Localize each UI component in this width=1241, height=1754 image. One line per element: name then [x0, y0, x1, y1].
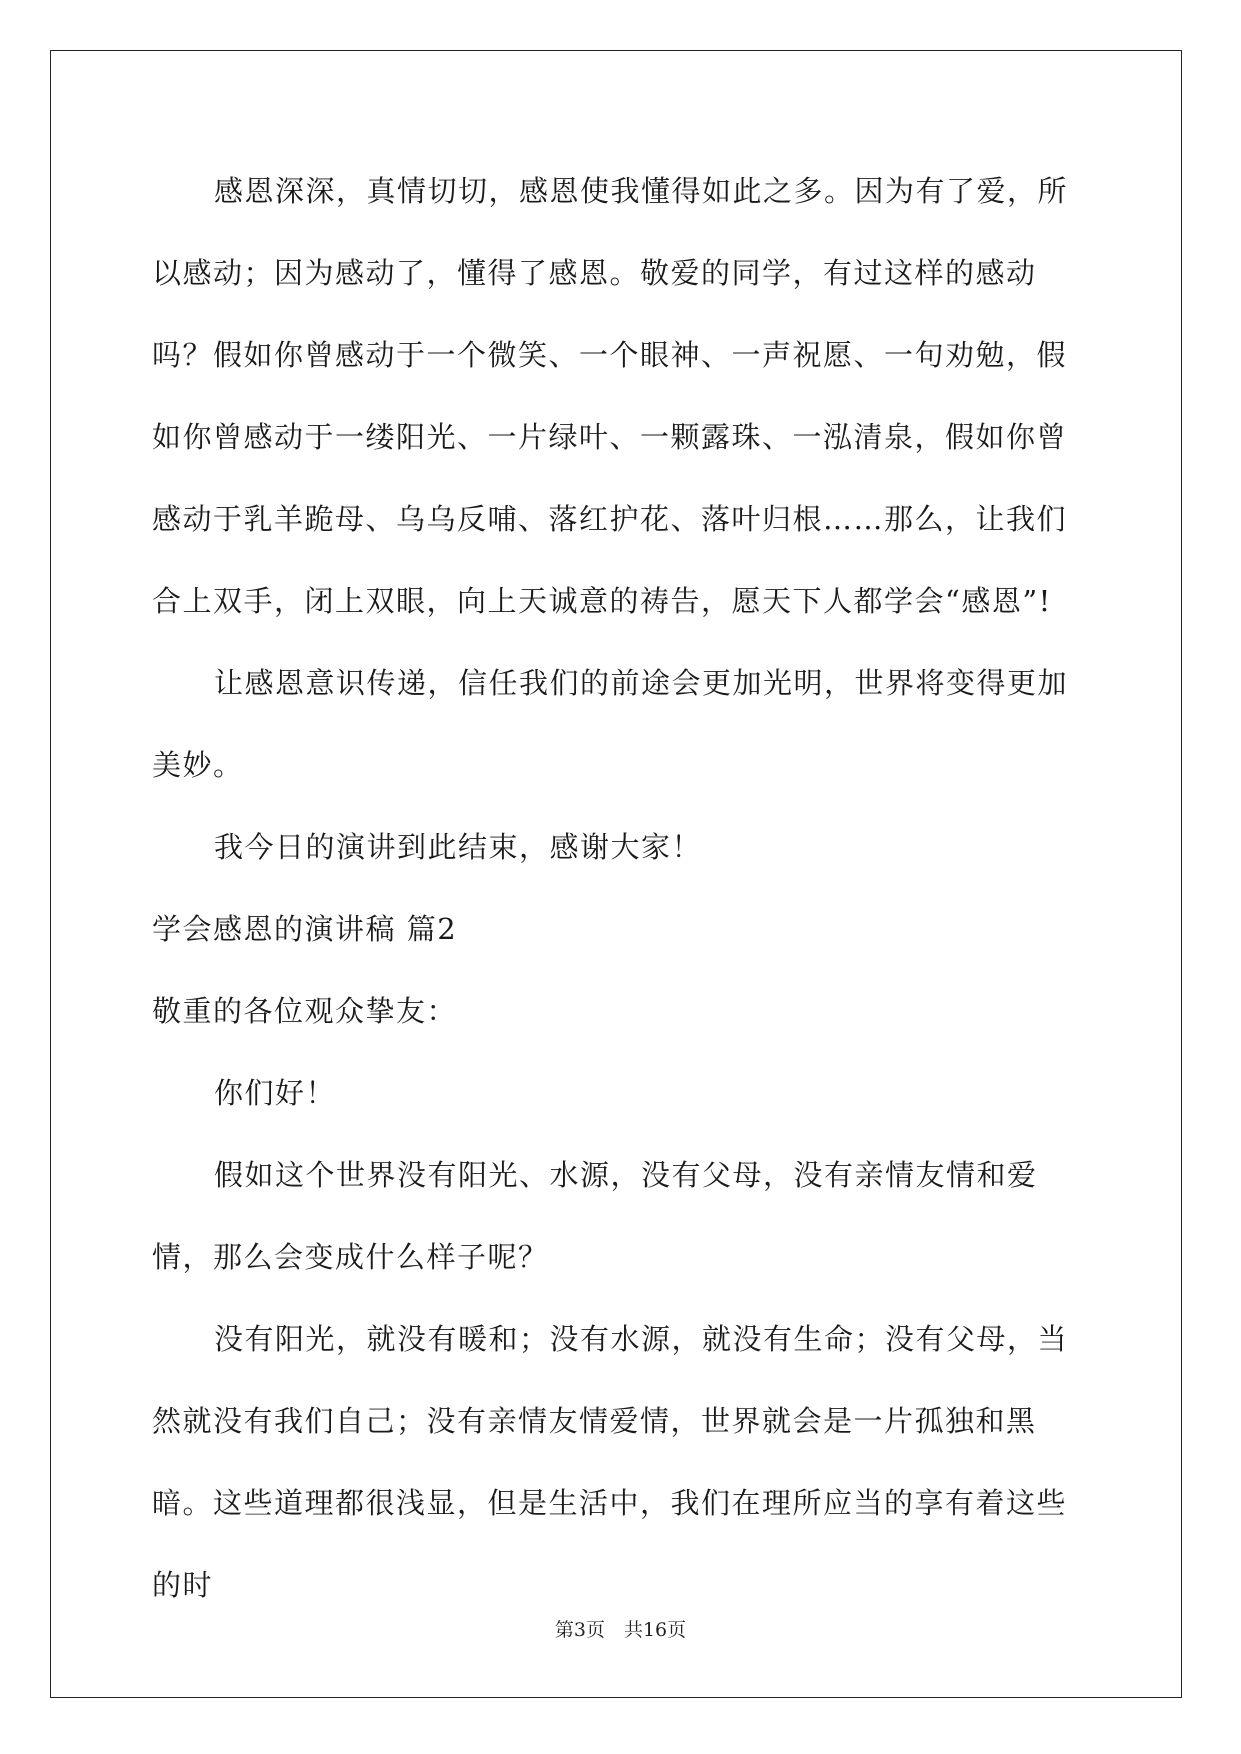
section-heading: 学会感恩的演讲稿 篇2 [152, 912, 458, 946]
document-body [152, 150, 1092, 1626]
greeting: 你们好！ [214, 1076, 337, 1110]
page-number-footer: 第3页 共16页 [554, 1619, 687, 1641]
paragraph: 没有阳光，就没有暖和；没有水源，就没有生命；没有父母，当然就没有我们自己；没有亲情友情爱情，世界就会是一片孤独和黑暗。这些道理都很浅显，但是生活中，我们在理所应当的享有着这些的时 [152, 1322, 1069, 1602]
paragraph: 我今日的演讲到此结束，感谢大家！ [214, 830, 703, 864]
salutation: 敬重的各位观众挚友： [152, 994, 458, 1028]
paragraph: 假如这个世界没有阳光、水源，没有父母，没有亲情友情和爱情，那么会变成什么样子呢？ [152, 1158, 1038, 1274]
paragraph: 感恩深深，真情切切，感恩使我懂得如此之多。因为有了爱，所以感动；因为感动了，懂得了感恩。敬爱的同学，有过这样的感动吗？假如你曾感动于一个微笑、一个眼神、一声祝愿、一句劝勉，假如你曾感动于一缕阳光、一片绿叶、一颗露珠、一泓清泉，假如你曾感动于乳羊跪母、乌乌反哺、落红护花、落叶归根……那么，让我们合上双手，闭上双眼，向上天诚意的祷告，愿天下人都学会“感恩”! [152, 174, 1069, 618]
paragraph: 让感恩意识传递，信任我们的前途会更加光明，世界将变得更加美妙。 [152, 666, 1069, 782]
